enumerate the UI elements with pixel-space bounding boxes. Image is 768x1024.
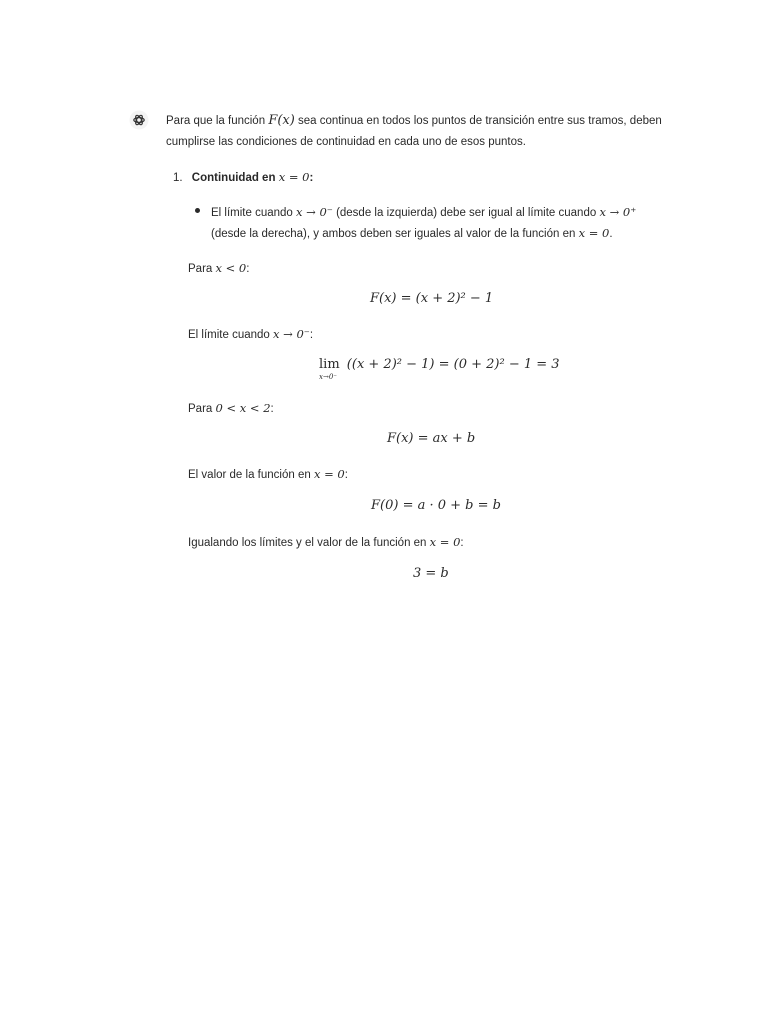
label-value-at-zero (188, 467, 348, 482)
bullet-text: El límite cuando (211, 207, 293, 219)
label-para-negative (188, 261, 249, 276)
step-title-math: x = 0 (278, 170, 310, 184)
equation-f-middle: F(x) = ax + b (387, 431, 476, 446)
limit-subscript: x→0⁻ (319, 373, 337, 381)
label-para-middle (188, 401, 274, 416)
label-math: x = 0 (429, 535, 461, 549)
label-text: Para (188, 263, 213, 275)
label-colon: : (309, 329, 314, 341)
bullet-period: . (609, 228, 613, 240)
intro-line-1 (166, 114, 662, 128)
step-title-colon: : (309, 172, 314, 184)
bullet-line-2 (211, 226, 613, 241)
limit-operator: lim (319, 357, 340, 372)
label-limit (188, 327, 313, 342)
equation-f-negative: F(x) = (x + 2)² − 1 (370, 291, 494, 306)
bullet-text-cont: (desde la izquierda) debe ser igual al límite cuando (336, 207, 597, 219)
step-1-heading (173, 170, 313, 185)
label-colon: : (246, 263, 250, 275)
label-text: El valor de la función en (188, 469, 311, 481)
intro-text-cont: sea continua en todos los puntos de transición entre sus tramos, deben (298, 115, 662, 127)
bullet-line-1 (211, 205, 636, 220)
label-text: Igualando los límites y el valor de la función en (188, 537, 427, 549)
bullet-marker (195, 208, 200, 213)
bullet-math-right-limit: x → 0⁺ (599, 205, 637, 219)
limit-expression: ((x + 2)² − 1) = (0 + 2)² − 1 = 3 (346, 357, 560, 372)
equation-limit (319, 357, 560, 373)
label-equate (188, 535, 464, 550)
label-colon: : (344, 469, 348, 481)
label-math: x → 0⁻ (273, 327, 310, 341)
bullet-math-left-limit: x → 0⁻ (296, 205, 333, 219)
label-math: x < 0 (215, 261, 247, 275)
equation-f-zero: F(0) = a · 0 + b = b (371, 498, 501, 513)
label-colon: : (460, 537, 464, 549)
equation-result: 3 = b (413, 566, 449, 581)
assistant-avatar-icon (129, 110, 149, 130)
label-colon: : (270, 403, 274, 415)
intro-text: Para que la función (166, 115, 266, 127)
intro-math-fx: F(x) (268, 113, 295, 128)
label-text: El límite cuando (188, 329, 270, 341)
label-text: Para (188, 403, 213, 415)
intro-line-2: cumplirse las condiciones de continuidad en cada uno de esos puntos. (166, 136, 526, 148)
step-title: Continuidad en (191, 172, 276, 184)
bullet-text-2: (desde la derecha), y ambos deben ser iguales al valor de la función en (211, 228, 576, 240)
label-math: x = 0 (313, 467, 345, 481)
step-number: 1. (173, 172, 183, 184)
label-math: 0 < x < 2 (215, 401, 271, 415)
bullet-math-x0: x = 0 (578, 226, 610, 240)
